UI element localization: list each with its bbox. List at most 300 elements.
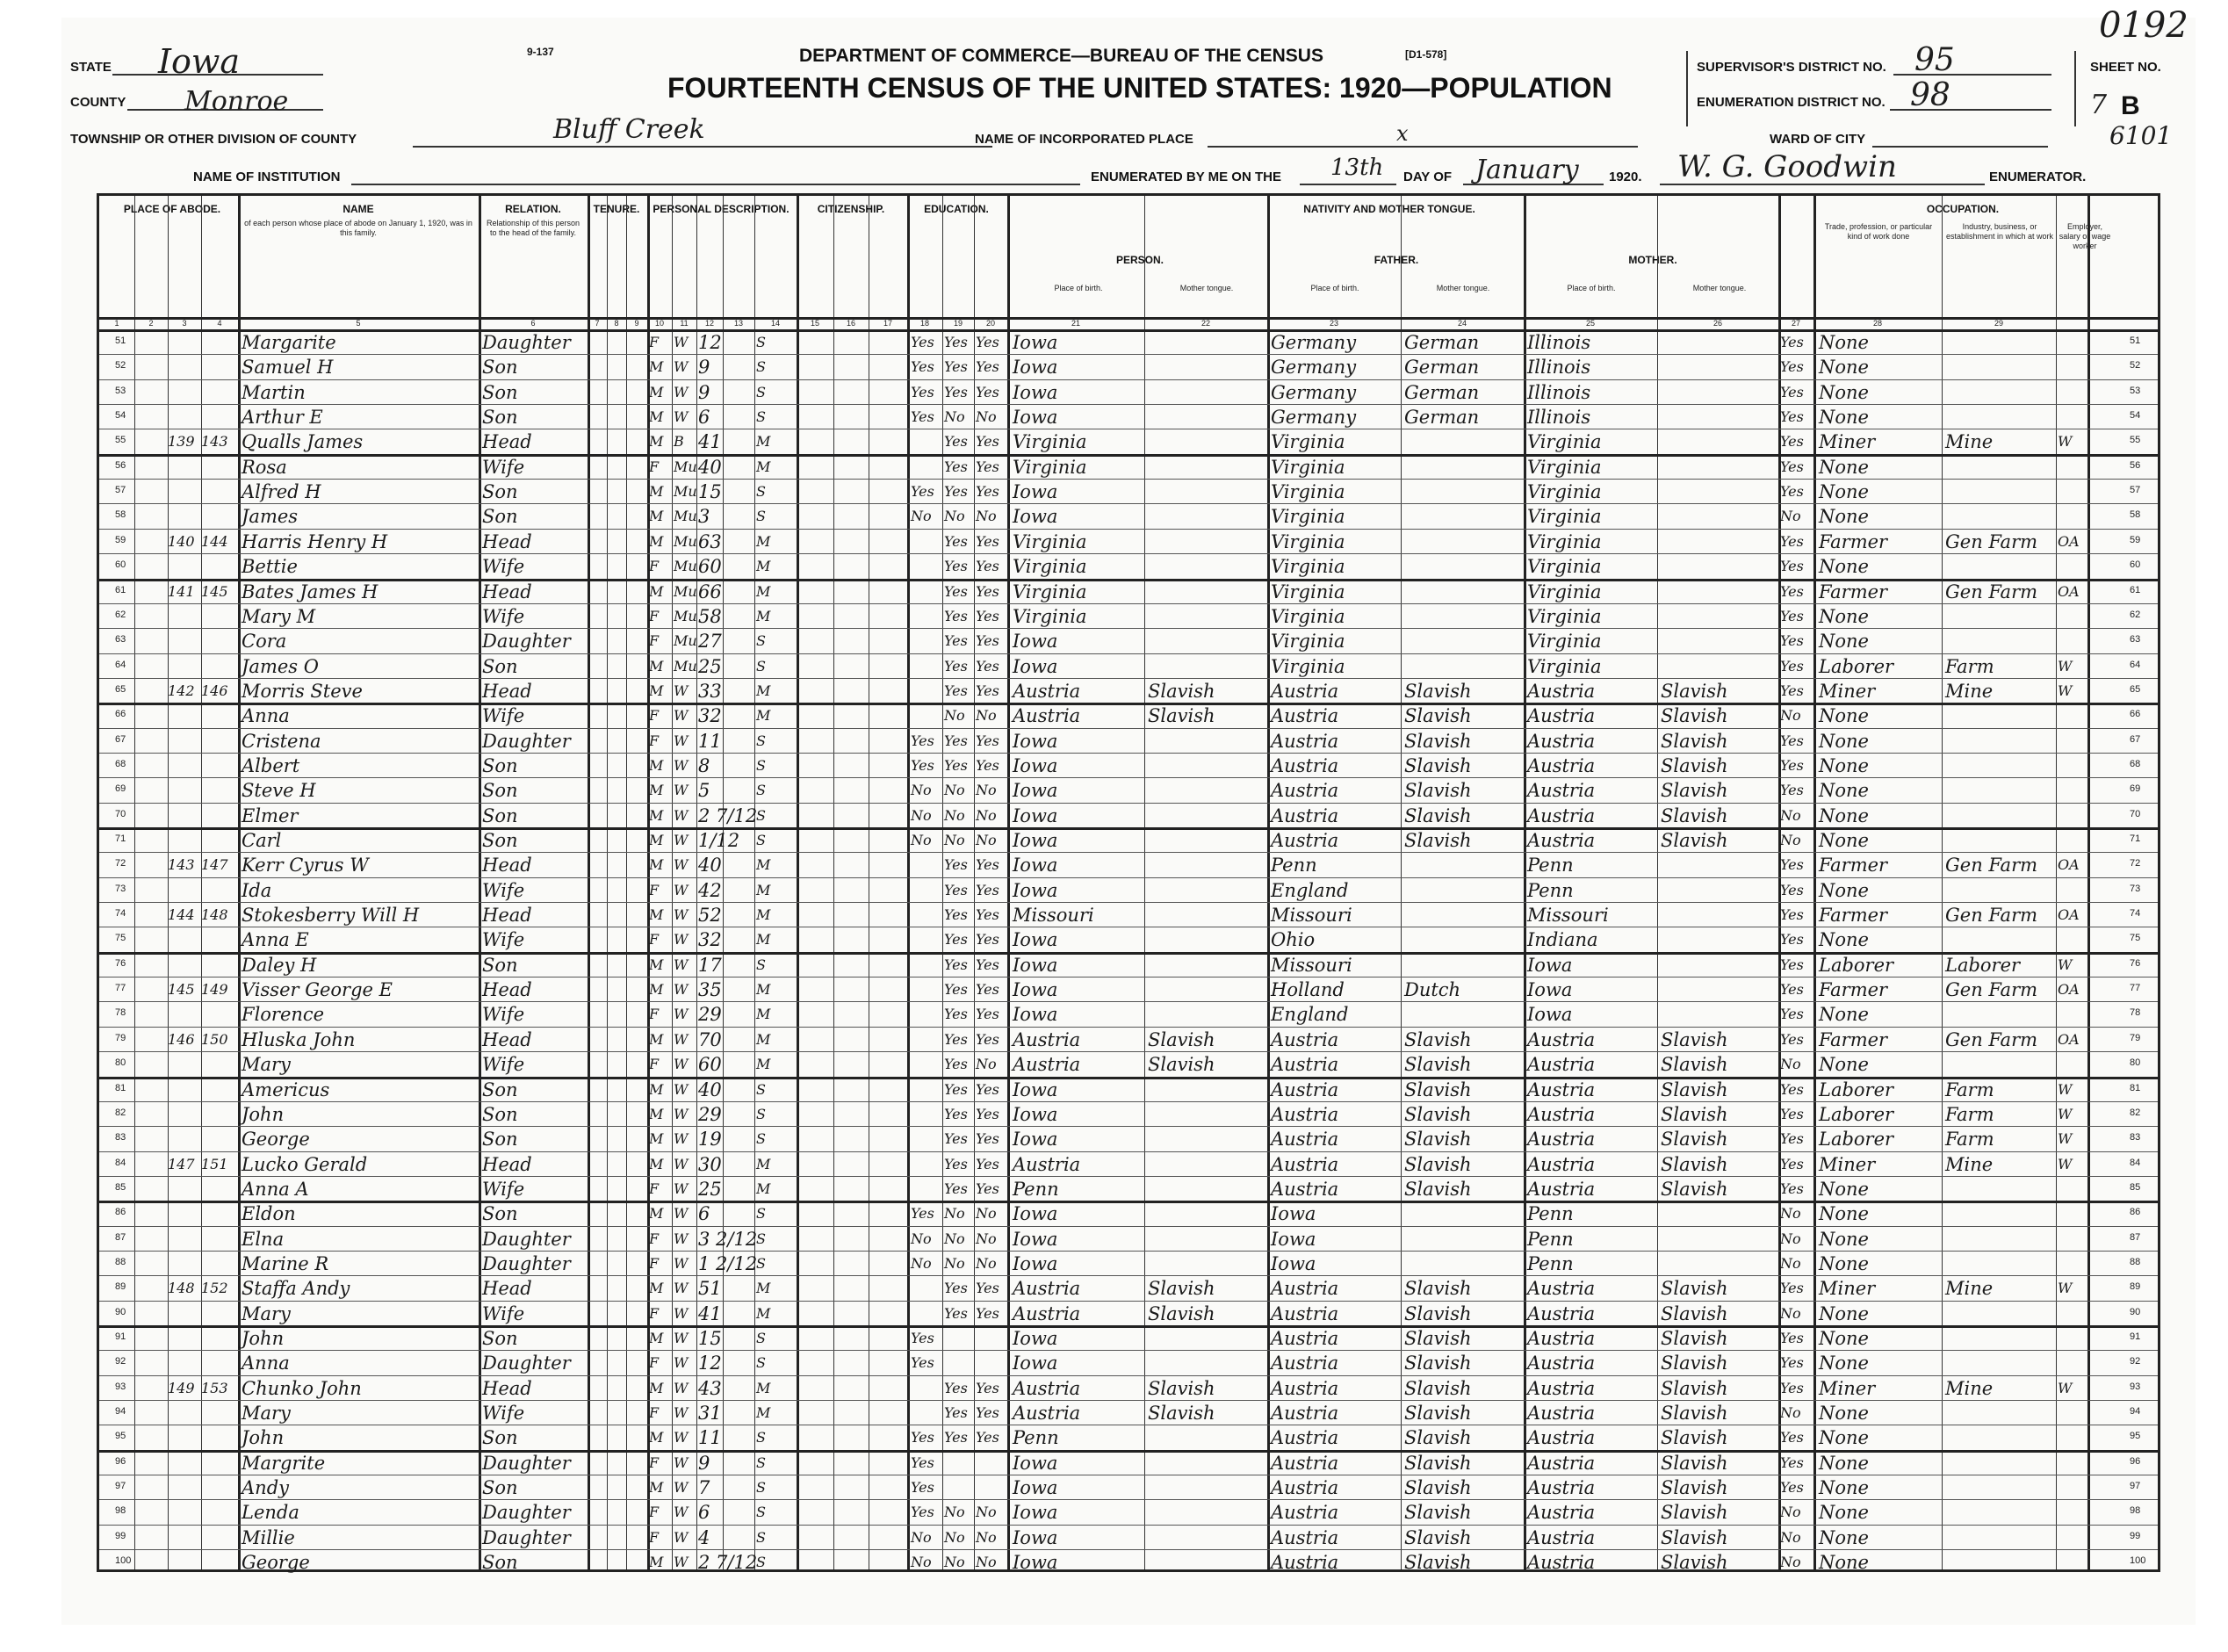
cell-name: Qualls James xyxy=(242,431,364,453)
row-rule xyxy=(99,803,2158,804)
table-row xyxy=(99,1525,2158,1549)
cell-read: Yes xyxy=(944,607,968,624)
cell-occupation: None xyxy=(1819,1427,1869,1449)
cell-english: Yes xyxy=(1780,682,1804,699)
cell-occupation: None xyxy=(1819,780,1869,802)
cell-write: No xyxy=(976,1254,997,1272)
cell-read: Yes xyxy=(944,1280,968,1297)
cell-occupation: None xyxy=(1819,705,1869,727)
row-rule xyxy=(99,1226,2158,1227)
cell-m-birth: Virginia xyxy=(1527,431,1602,453)
cell-f-birth: Austria xyxy=(1271,1129,1339,1151)
cell-read: Yes xyxy=(944,756,968,774)
cell-marital: S xyxy=(756,483,766,501)
cell-f-tongue: Slavish xyxy=(1404,754,1472,776)
cell-industry: Gen Farm xyxy=(1945,581,2038,602)
cell-english: No xyxy=(1780,1056,1801,1073)
column-number: 13 xyxy=(733,319,743,328)
cell-f-birth: Virginia xyxy=(1271,456,1345,478)
occ-trade-sub: Trade, profession, or particular kind of work done xyxy=(1824,222,1933,241)
cell-f-tongue: Dutch xyxy=(1404,979,1461,1001)
cell-tongue: Slavish xyxy=(1148,705,1215,727)
cell-marital: M xyxy=(756,558,771,575)
table-row xyxy=(99,728,2158,753)
cell-name: Martin xyxy=(242,381,306,403)
column-number: 15 xyxy=(810,319,819,328)
cell-f-tongue: German xyxy=(1404,381,1480,403)
column-number: 22 xyxy=(1201,319,1210,328)
cell-family: 153 xyxy=(201,1379,228,1396)
cell-m-tongue: Slavish xyxy=(1661,780,1728,802)
day-of-label: DAY OF xyxy=(1403,170,1453,184)
cell-emp: W xyxy=(2058,657,2073,675)
table-row xyxy=(99,1251,2158,1275)
cell-write: Yes xyxy=(976,607,999,624)
line-number-left: 62 xyxy=(115,609,126,620)
cell-name: Daley H xyxy=(242,954,317,976)
table-row xyxy=(99,1176,2158,1201)
line-number-left: 78 xyxy=(115,1007,126,1019)
cell-m-birth: Austria xyxy=(1527,1103,1596,1125)
line-number-left: 58 xyxy=(115,509,126,521)
cell-occupation: None xyxy=(1819,1203,1869,1225)
census-table xyxy=(97,193,2160,1572)
row-rule xyxy=(99,354,2158,355)
cell-english: No xyxy=(1780,1230,1801,1247)
cell-occupation: Farmer xyxy=(1819,1028,1888,1050)
line-number: 64 xyxy=(2130,659,2141,670)
cell-age: 7 xyxy=(698,1477,710,1499)
cell-industry: Gen Farm xyxy=(1945,530,2038,552)
cell-sex: M xyxy=(649,532,664,550)
cell-read: No xyxy=(944,1205,965,1223)
cell-age: 42 xyxy=(698,879,722,901)
cell-age: 4 xyxy=(698,1526,710,1548)
line-number: 96 xyxy=(2130,1455,2141,1467)
line-number-left: 83 xyxy=(115,1132,126,1143)
cell-industry: Gen Farm xyxy=(1945,979,2038,1001)
cell-race: W xyxy=(674,1080,689,1098)
line-number-left: 75 xyxy=(115,933,126,944)
cell-sex: M xyxy=(649,832,664,848)
line-number: 86 xyxy=(2130,1207,2141,1218)
cell-sex: F xyxy=(649,732,660,749)
cell-m-birth: Austria xyxy=(1527,1403,1596,1425)
cell-age: 35 xyxy=(698,979,722,1001)
cell-marital: S xyxy=(756,632,766,650)
cell-age: 40 xyxy=(698,1078,722,1100)
cell-english: Yes xyxy=(1780,1179,1804,1197)
cell-relation: Son xyxy=(482,407,518,429)
cell-name: Margrite xyxy=(242,1452,326,1474)
cell-family: 147 xyxy=(201,856,228,874)
cell-english: Yes xyxy=(1780,483,1804,501)
cell-f-birth: Holland xyxy=(1271,979,1345,1001)
column-number: 17 xyxy=(883,319,892,328)
cell-marital: M xyxy=(756,856,771,874)
cell-relation: Daughter xyxy=(482,1452,571,1474)
line-number: 53 xyxy=(2130,385,2141,396)
cell-school: Yes xyxy=(911,1354,934,1372)
cell-age: 1 2/12 xyxy=(698,1252,758,1274)
line-number: 68 xyxy=(2130,758,2141,769)
column-number: 20 xyxy=(985,319,995,328)
cell-relation: Head xyxy=(482,581,532,602)
cell-relation: Son xyxy=(482,830,518,851)
column-number: 1 xyxy=(114,319,119,328)
cell-tongue: Slavish xyxy=(1148,1028,1215,1050)
table-row xyxy=(99,1027,2158,1051)
cell-f-birth: Austria xyxy=(1271,804,1339,826)
table-row xyxy=(99,529,2158,553)
cell-english: Yes xyxy=(1780,1130,1804,1148)
column-number: 25 xyxy=(1585,319,1595,328)
table-row xyxy=(99,1499,2158,1524)
cell-industry: Gen Farm xyxy=(1945,905,2038,927)
cell-age: 8 xyxy=(698,754,710,776)
cell-age: 2 7/12 xyxy=(698,804,758,826)
enumerator-label: ENUMERATOR. xyxy=(1989,170,2087,184)
sheet-letter: B xyxy=(2121,91,2140,120)
cell-age: 33 xyxy=(698,680,722,702)
cell-birth: Austria xyxy=(1013,1028,1081,1050)
cell-race: W xyxy=(674,1205,689,1223)
cell-m-tongue: Slavish xyxy=(1661,830,1728,851)
cell-english: Yes xyxy=(1780,1479,1804,1497)
cell-race: Mu xyxy=(674,508,697,525)
cell-sex: F xyxy=(649,1404,660,1422)
cell-family: 144 xyxy=(201,532,228,550)
cell-english: No xyxy=(1780,1504,1801,1521)
cell-relation: Head xyxy=(482,680,532,702)
table-row xyxy=(99,429,2158,453)
line-number-left: 99 xyxy=(115,1530,126,1541)
cell-family: 152 xyxy=(201,1280,228,1297)
cell-f-tongue: Slavish xyxy=(1404,1302,1472,1324)
column-number: 24 xyxy=(1457,319,1467,328)
table-row xyxy=(99,379,2158,404)
row-rule xyxy=(99,1126,2158,1127)
cell-tongue: Slavish xyxy=(1148,1403,1215,1425)
line-number: 80 xyxy=(2130,1057,2141,1069)
cell-name: Bates James H xyxy=(242,581,379,602)
cell-m-birth: Austria xyxy=(1527,1377,1596,1399)
cell-write: Yes xyxy=(976,1304,999,1322)
cell-english: Yes xyxy=(1780,607,1804,624)
cell-m-tongue: Slavish xyxy=(1661,754,1728,776)
column-number: 5 xyxy=(356,319,361,328)
cell-birth: Iowa xyxy=(1013,754,1058,776)
cell-english: Yes xyxy=(1780,1330,1804,1346)
cell-f-tongue: Slavish xyxy=(1404,1028,1472,1050)
cell-occupation: None xyxy=(1819,1452,1869,1474)
cell-m-tongue: Slavish xyxy=(1661,1178,1728,1200)
father-birth-sub: Place of birth. xyxy=(1310,284,1359,292)
line-number: 54 xyxy=(2130,410,2141,422)
line-number-left: 56 xyxy=(115,459,126,471)
state-label: STATE xyxy=(70,60,112,75)
cell-occupation: Miner xyxy=(1819,1278,1876,1300)
enumerated-day: 13th xyxy=(1330,155,1384,181)
cell-dwelling: 143 xyxy=(168,856,195,874)
township-underline xyxy=(413,146,992,148)
line-number-left: 95 xyxy=(115,1431,126,1442)
cell-f-birth: Austria xyxy=(1271,780,1339,802)
cell-emp: W xyxy=(2058,433,2073,451)
line-number: 82 xyxy=(2130,1107,2141,1118)
education-heading: EDUCATION. xyxy=(924,203,989,215)
cell-write: Yes xyxy=(976,358,999,376)
cell-english: Yes xyxy=(1780,756,1804,774)
cell-m-tongue: Slavish xyxy=(1661,1103,1728,1125)
cell-occupation: None xyxy=(1819,1054,1869,1076)
cell-m-birth: Iowa xyxy=(1527,979,1573,1001)
line-number: 52 xyxy=(2130,360,2141,372)
cell-birth: Iowa xyxy=(1013,381,1058,403)
cell-relation: Head xyxy=(482,979,532,1001)
line-number-left: 51 xyxy=(115,335,126,346)
cell-write: Yes xyxy=(976,1155,999,1172)
cell-f-birth: Austria xyxy=(1271,1302,1339,1324)
cell-occupation: None xyxy=(1819,1526,1869,1548)
cell-read: Yes xyxy=(944,682,968,699)
cell-m-birth: Austria xyxy=(1527,1427,1596,1449)
table-row xyxy=(99,877,2158,902)
cell-read: Yes xyxy=(944,358,968,376)
cell-m-tongue: Slavish xyxy=(1661,1403,1728,1425)
cell-school: Yes xyxy=(911,1205,934,1223)
cell-f-birth: Ohio xyxy=(1271,929,1316,951)
cell-name: John xyxy=(242,1328,285,1349)
cell-name: James O xyxy=(242,655,319,677)
cell-sex: M xyxy=(649,1280,664,1297)
cell-m-birth: Austria xyxy=(1527,680,1596,702)
cell-industry: Gen Farm xyxy=(1945,1028,2038,1050)
line-number-left: 94 xyxy=(115,1406,126,1418)
row-rule xyxy=(99,653,2158,654)
cell-age: 41 xyxy=(698,1302,722,1324)
cell-sex: M xyxy=(649,1330,664,1346)
cell-race: W xyxy=(674,1155,689,1172)
person-birth-sub: Place of birth. xyxy=(1054,284,1103,292)
cell-f-tongue: Slavish xyxy=(1404,1103,1472,1125)
cell-race: W xyxy=(674,334,689,350)
cell-write: Yes xyxy=(976,532,999,550)
cell-marital: S xyxy=(756,508,766,525)
line-number: 63 xyxy=(2130,634,2141,646)
occ-employer-sub: Employer, salary or wage worker xyxy=(2059,222,2111,250)
cell-write: Yes xyxy=(976,1429,999,1446)
line-number: 72 xyxy=(2130,858,2141,869)
cell-sex: M xyxy=(649,756,664,774)
line-number-left: 82 xyxy=(115,1107,126,1118)
cell-emp: OA xyxy=(2058,1030,2080,1048)
table-row xyxy=(99,1101,2158,1126)
state-value: Iowa xyxy=(158,42,241,81)
cell-occupation: None xyxy=(1819,1302,1869,1324)
line-number-left: 69 xyxy=(115,783,126,795)
cell-occupation: None xyxy=(1819,804,1869,826)
cell-sex: F xyxy=(649,632,660,650)
cell-occupation: None xyxy=(1819,1477,1869,1499)
cell-english: No xyxy=(1780,1254,1801,1272)
cell-marital: M xyxy=(756,931,771,949)
cell-birth: Virginia xyxy=(1013,431,1087,453)
cell-dwelling: 149 xyxy=(168,1379,195,1396)
line-number: 56 xyxy=(2130,459,2141,471)
cell-school: Yes xyxy=(911,483,934,501)
cell-name: Ida xyxy=(242,879,272,901)
cell-m-tongue: Slavish xyxy=(1661,1427,1728,1449)
cell-write: No xyxy=(976,832,997,848)
cell-write: No xyxy=(976,408,997,426)
cell-f-birth: Austria xyxy=(1271,1153,1339,1175)
table-row xyxy=(99,678,2158,703)
cell-occupation: None xyxy=(1819,556,1869,578)
cell-m-tongue: Slavish xyxy=(1661,1302,1728,1324)
cell-sex: M xyxy=(649,782,664,799)
line-number: 100 xyxy=(2130,1555,2146,1567)
cell-english: Yes xyxy=(1780,1354,1804,1372)
cell-marital: S xyxy=(756,358,766,376)
cell-write: Yes xyxy=(976,1280,999,1297)
person-heading: PERSON. xyxy=(1115,254,1164,266)
cell-birth: Iowa xyxy=(1013,631,1058,653)
line-number-left: 63 xyxy=(115,634,126,646)
cell-birth: Iowa xyxy=(1013,730,1058,752)
cell-write: No xyxy=(976,1205,997,1223)
cell-industry: Mine xyxy=(1945,1278,1994,1300)
occ-industry-sub: Industry, business, or establishment in which at work xyxy=(1945,222,2054,241)
cell-read: Yes xyxy=(944,433,968,451)
cell-marital: S xyxy=(756,657,766,675)
row-rule xyxy=(99,777,2158,778)
cell-birth: Austria xyxy=(1013,1054,1081,1076)
cell-f-tongue: Slavish xyxy=(1404,1328,1472,1349)
cell-english: Yes xyxy=(1780,1280,1804,1297)
cell-race: W xyxy=(674,1429,689,1446)
cell-write: Yes xyxy=(976,1179,999,1197)
cell-m-birth: Virginia xyxy=(1527,605,1602,627)
name-subheading: of each person whose place of abode on January 1, 1920, was in this family. xyxy=(244,219,472,237)
cell-emp: W xyxy=(2058,1105,2073,1122)
cell-name: Samuel H xyxy=(242,357,334,379)
cell-marital: M xyxy=(756,1304,771,1322)
cell-age: 17 xyxy=(698,954,722,976)
cell-m-tongue: Slavish xyxy=(1661,1278,1728,1300)
cell-race: W xyxy=(674,1454,689,1471)
cell-relation: Head xyxy=(482,1028,532,1050)
cell-birth: Iowa xyxy=(1013,1252,1058,1274)
line-number-left: 98 xyxy=(115,1505,126,1517)
cell-m-birth: Austria xyxy=(1527,705,1596,727)
line-number: 55 xyxy=(2130,435,2141,446)
cell-age: 3 2/12 xyxy=(698,1228,758,1250)
cell-f-birth: Austria xyxy=(1271,1377,1339,1399)
cell-name: Florence xyxy=(242,1004,325,1026)
cell-write: Yes xyxy=(976,334,999,350)
cell-birth: Austria xyxy=(1013,1302,1081,1324)
cell-m-birth: Virginia xyxy=(1527,556,1602,578)
cell-f-birth: Virginia xyxy=(1271,655,1345,677)
cell-m-birth: Austria xyxy=(1527,780,1596,802)
cell-f-tongue: Slavish xyxy=(1404,1452,1472,1474)
cell-age: 32 xyxy=(698,705,722,727)
cell-write: No xyxy=(976,1528,997,1546)
cell-industry: Mine xyxy=(1945,431,1994,453)
cell-marital: M xyxy=(756,981,771,999)
cell-name: Elna xyxy=(242,1228,285,1250)
table-row xyxy=(99,1001,2158,1026)
cell-age: 30 xyxy=(698,1153,722,1175)
cell-f-birth: Virginia xyxy=(1271,556,1345,578)
cell-english: Yes xyxy=(1780,632,1804,650)
cell-race: Mu xyxy=(674,657,697,675)
township-value: Bluff Creek xyxy=(553,114,705,145)
cell-relation: Daughter xyxy=(482,631,571,653)
cell-name: Hluska John xyxy=(242,1028,356,1050)
cell-emp: OA xyxy=(2058,981,2080,999)
cell-age: 60 xyxy=(698,556,722,578)
cell-write: Yes xyxy=(976,756,999,774)
cell-age: 66 xyxy=(698,581,722,602)
cell-sex: M xyxy=(649,508,664,525)
cell-birth: Iowa xyxy=(1013,1203,1058,1225)
line-number-left: 61 xyxy=(115,584,126,595)
row-rule xyxy=(99,529,2158,530)
line-number-left: 53 xyxy=(115,385,126,396)
row-rule xyxy=(99,1151,2158,1152)
cell-sex: M xyxy=(649,1130,664,1148)
column-number: 28 xyxy=(1872,319,1882,328)
cell-m-birth: Austria xyxy=(1527,1153,1596,1175)
cell-marital: S xyxy=(756,1254,766,1272)
cell-sex: F xyxy=(649,607,660,624)
cell-school: Yes xyxy=(911,358,934,376)
cell-occupation: None xyxy=(1819,830,1869,851)
row-rule xyxy=(99,628,2158,629)
cell-f-tongue: German xyxy=(1404,407,1480,429)
cell-occupation: Laborer xyxy=(1819,655,1894,677)
row-rule xyxy=(99,1001,2158,1002)
cell-relation: Head xyxy=(482,1377,532,1399)
cell-read: Yes xyxy=(944,1056,968,1073)
line-number: 71 xyxy=(2130,833,2141,844)
cell-industry: Mine xyxy=(1945,1153,1994,1175)
mother-heading: MOTHER. xyxy=(1628,254,1677,266)
cell-school: Yes xyxy=(911,1479,934,1497)
table-row xyxy=(99,404,2158,429)
cell-relation: Head xyxy=(482,905,532,927)
cell-m-birth: Virginia xyxy=(1527,456,1602,478)
cell-age: 9 xyxy=(698,1452,710,1474)
cell-write: No xyxy=(976,1504,997,1521)
cell-m-tongue: Slavish xyxy=(1661,705,1728,727)
cell-birth: Iowa xyxy=(1013,481,1058,503)
cell-industry: Farm xyxy=(1945,1078,1994,1100)
cell-write: No xyxy=(976,806,997,824)
cell-occupation: None xyxy=(1819,1328,1869,1349)
line-number-left: 54 xyxy=(115,410,126,422)
cell-write: No xyxy=(976,1056,997,1073)
cell-relation: Son xyxy=(482,1103,518,1125)
cell-birth: Iowa xyxy=(1013,1502,1058,1524)
line-number-left: 84 xyxy=(115,1157,126,1168)
cell-tongue: Slavish xyxy=(1148,1278,1215,1300)
cell-write: Yes xyxy=(976,682,999,699)
column-number: 16 xyxy=(846,319,855,328)
abode-heading: PLACE OF ABODE. xyxy=(123,203,221,215)
